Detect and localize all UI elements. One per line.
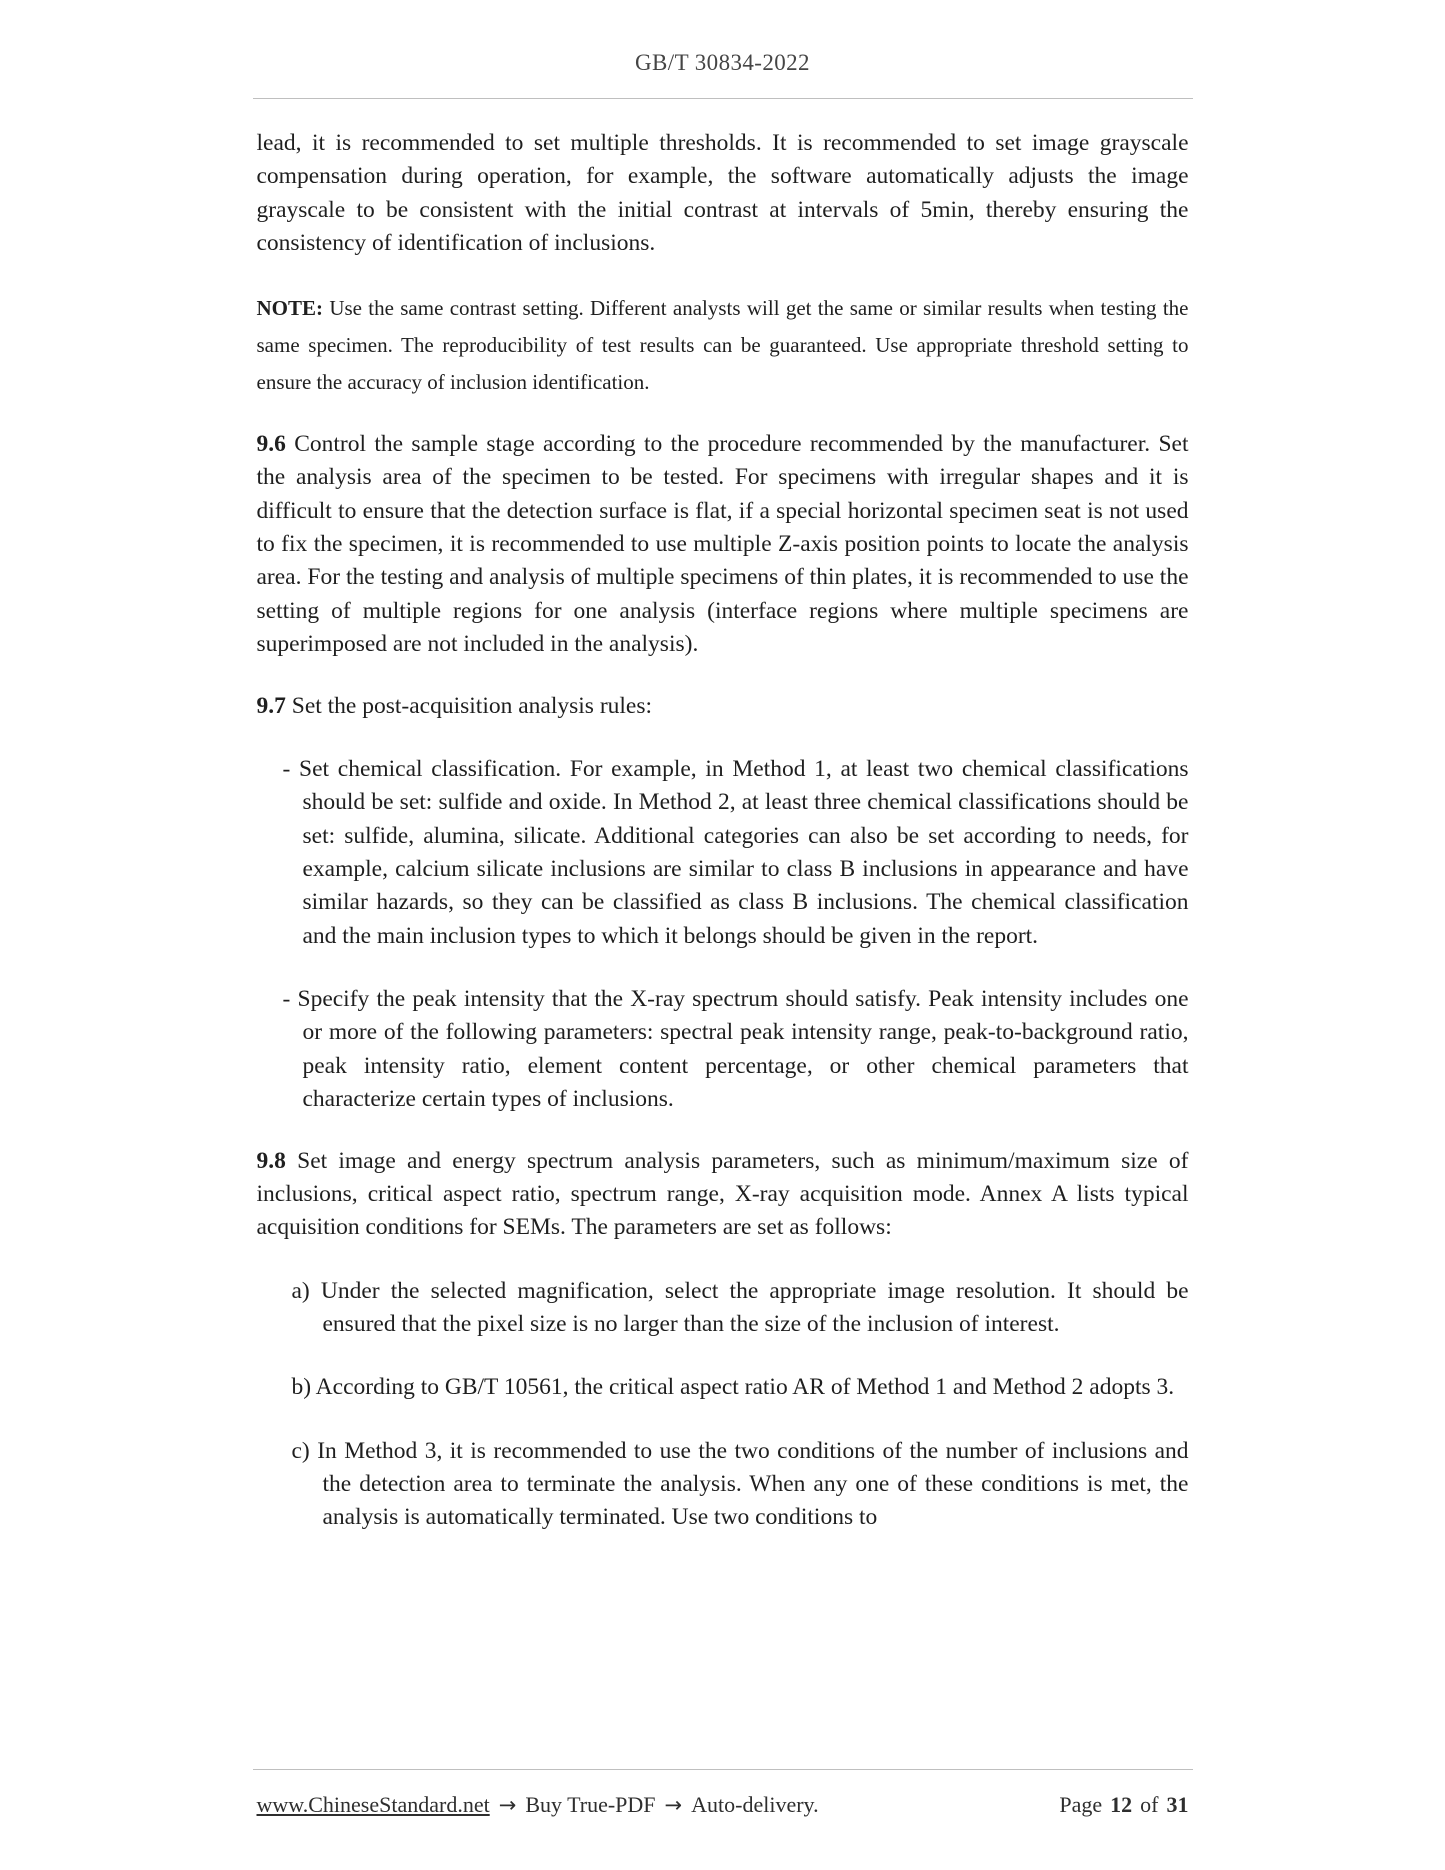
paragraph-text: Set chemical classification. For example, in Method 1, at least two chemical classifications should be set: sulfide and oxide. In Method 2, at least three chemical classifications should be set: sulfide, alumina, silicate. Additional categories can also be set according to needs, for example, calcium silicate inclusions are similar to class B inclusions in appearance and have similar hazards, so they can be classified as class B inclusions. The chemical classification and the main inclusion types to which it belongs should be given in the report. bbox=[299, 755, 1189, 949]
list-marker: - bbox=[282, 755, 291, 782]
list-marker: a) bbox=[291, 1277, 310, 1304]
paragraph-text: lead, it is recommended to set multiple thresholds. It is recommended to set image grayscale compensation during operation, for example, the software automatically adjusts the image grayscale to be consistent with the initial contrast at intervals of 5min, thereby ensuring the consistency of identification of inclusions. bbox=[256, 130, 1189, 257]
page-label: Page bbox=[1059, 1792, 1103, 1817]
paragraph-9 bbox=[257, 1435, 1189, 1535]
paragraph-lead: 9.8 bbox=[256, 1147, 286, 1174]
paragraph-8 bbox=[257, 1371, 1189, 1404]
of-label: of bbox=[1140, 1792, 1159, 1817]
paragraph-lead: 9.7 bbox=[256, 692, 286, 719]
paragraph-text: Set image and energy spectrum analysis parameters, such as minimum/maximum size of inclusions, critical aspect ratio, spectrum range, X-ray acquisition mode. Annex A lists typical acquisition conditions for SEMs. The parameters are set as follows: bbox=[256, 1147, 1189, 1241]
paragraph-lead: NOTE: bbox=[256, 296, 324, 321]
list-marker: - bbox=[282, 986, 291, 1013]
paragraph-text: Use the same contrast setting. Different analysts will get the same or similar results when testing the same specimen. The reproducibility of test results can be guaranteed. Use appropriate threshold setting to ensure the accuracy of inclusion identification. bbox=[256, 296, 1189, 394]
paragraph-6 bbox=[257, 1145, 1189, 1245]
paragraph-text: Set the post-acquisition analysis rules: bbox=[285, 692, 653, 719]
arrow-right-icon: → bbox=[664, 1793, 683, 1817]
paragraph-4 bbox=[257, 753, 1189, 953]
paragraph-7 bbox=[257, 1275, 1189, 1342]
document-body bbox=[257, 127, 1189, 1535]
paragraph-lead: 9.6 bbox=[256, 431, 286, 458]
header-divider bbox=[253, 98, 1193, 99]
paragraph-5 bbox=[257, 983, 1189, 1116]
list-marker: c) bbox=[291, 1437, 310, 1464]
paragraph-0 bbox=[257, 127, 1189, 260]
paragraph-text: Specify the peak intensity that the X-ray spectrum should satisfy. Peak intensity includes one or more of the following parameters: spectral peak intensity range, peak-to-background ratio, peak intensity ratio, element content percentage, or other chemical parameters that characterize certain types of inclusions. bbox=[297, 986, 1189, 1113]
paragraph-text: According to GB/T 10561, the critical aspect ratio AR of Method 1 and Method 2 adopts 3. bbox=[315, 1374, 1175, 1401]
paragraph-2 bbox=[257, 428, 1189, 662]
page-indicator bbox=[1059, 1792, 1188, 1818]
footer-site-link[interactable]: www.ChineseStandard.net bbox=[256, 1792, 490, 1817]
footer-divider bbox=[253, 1769, 1193, 1770]
page-footer bbox=[0, 1769, 1445, 1818]
footer-row bbox=[257, 1792, 1189, 1818]
arrow-right-icon: → bbox=[498, 1793, 517, 1817]
paragraph-text: In Method 3, it is recommended to use the two conditions of the number of inclusions and the detection area to terminate the analysis. When any one of these conditions is met, the analysis is automatically terminated. Use two conditions to bbox=[317, 1437, 1189, 1531]
footer-source-line bbox=[257, 1792, 819, 1818]
page-number: 12 bbox=[1110, 1792, 1133, 1817]
list-marker: b) bbox=[291, 1374, 312, 1401]
document-title: GB/T 30834-2022 bbox=[635, 50, 810, 75]
footer-buy-text: Buy True-PDF bbox=[525, 1792, 656, 1817]
page-header bbox=[0, 0, 1445, 99]
paragraph-text: Control the sample stage according to the procedure recommended by the manufacturer. Set the analysis area of the specimen to be tested. For specimens with irregular shapes and it is difficult to ensure that the detection surface is flat, if a special horizontal specimen seat is not used to fix the specimen, it is recommended to use multiple Z-axis position points to locate the analysis area. For the testing and analysis of multiple specimens of thin plates, it is recommended to use the setting of multiple regions for one analysis (interface regions where multiple specimens are superimposed are not included in the analysis). bbox=[256, 431, 1189, 658]
paragraph-text: Under the selected magnification, select the appropriate image resolution. It should be ensured that the pixel size is no larger than the size of the inclusion of interest. bbox=[320, 1277, 1189, 1337]
footer-delivery-text: Auto-delivery. bbox=[691, 1792, 819, 1817]
paragraph-1 bbox=[257, 290, 1189, 400]
paragraph-3 bbox=[257, 690, 1189, 723]
total-pages: 31 bbox=[1166, 1792, 1189, 1817]
